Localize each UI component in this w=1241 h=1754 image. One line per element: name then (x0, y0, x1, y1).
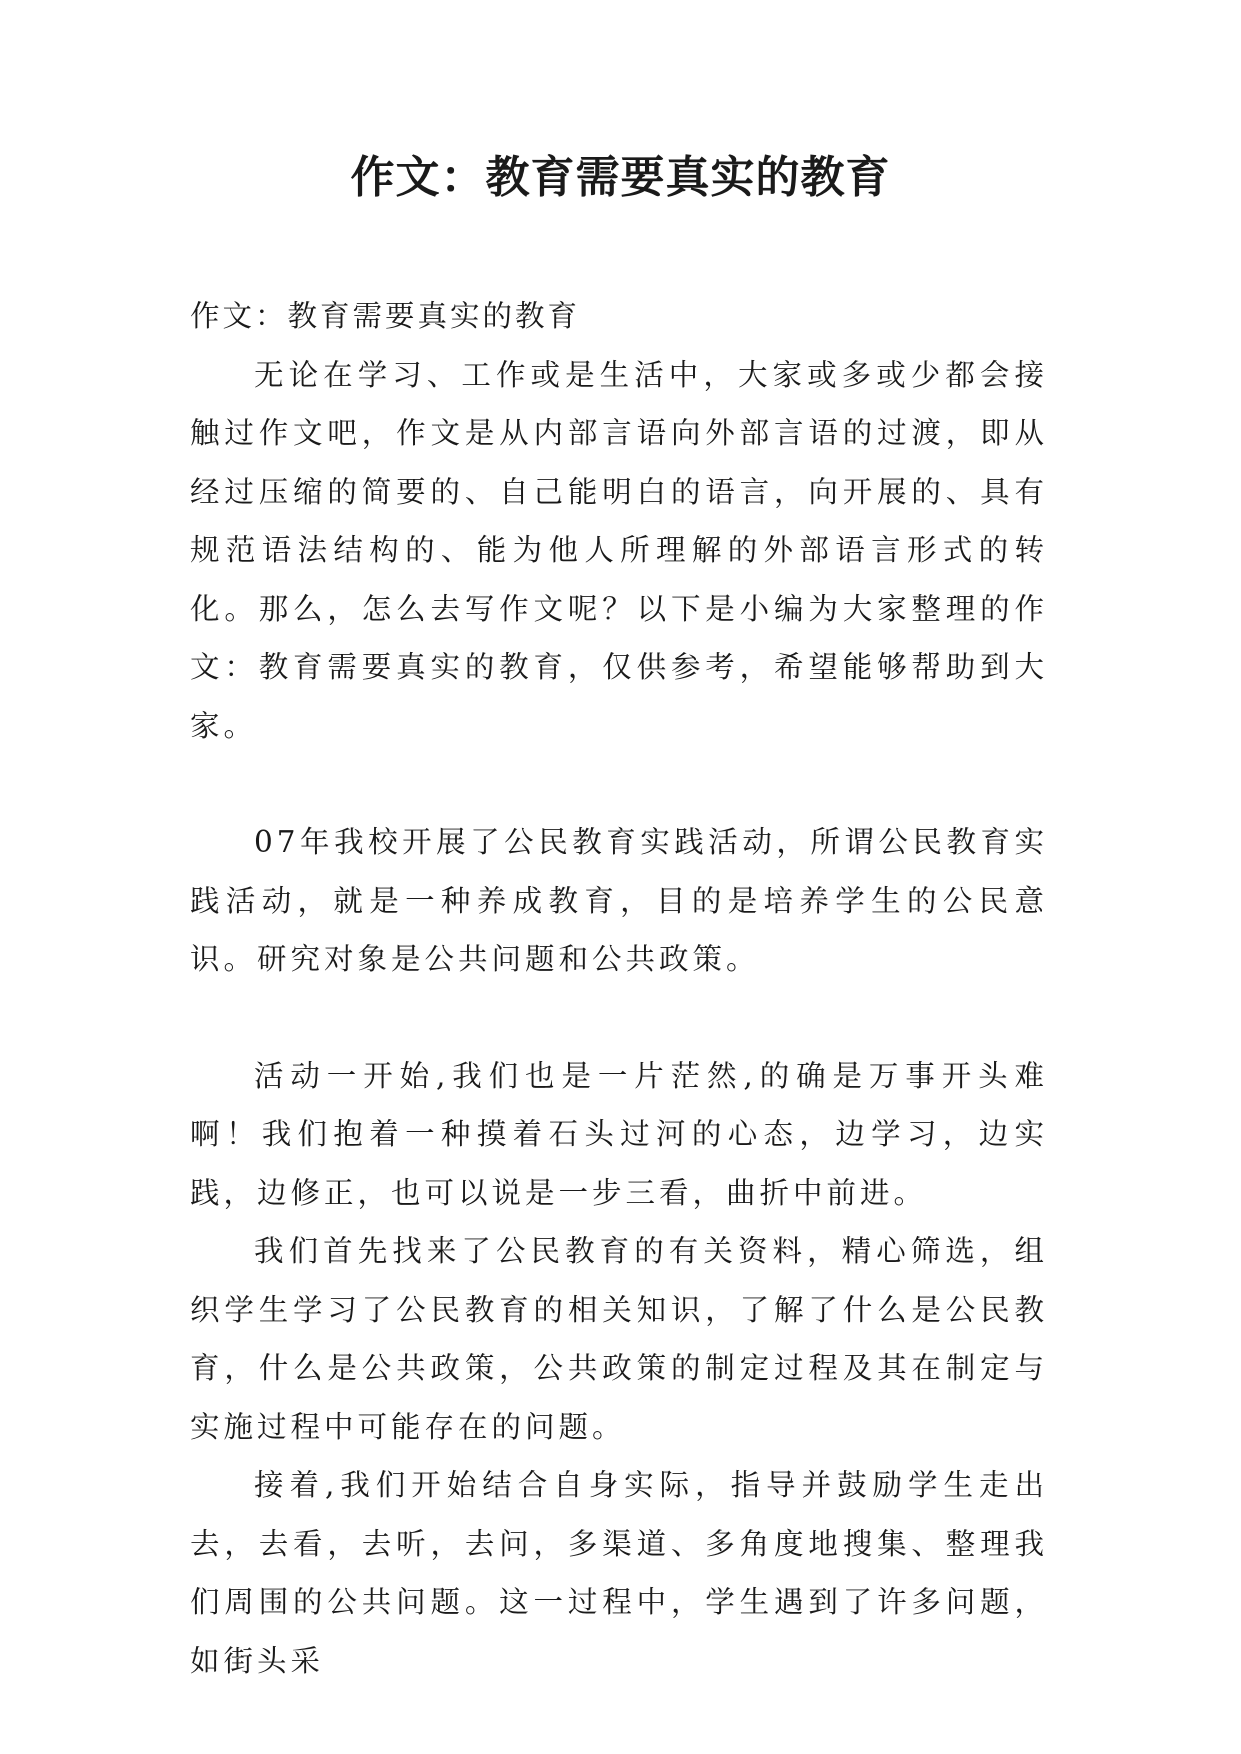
paragraph-practice: 接着,我们开始结合自身实际，指导并鼓励学生走出去，去看，去听，去问，多渠道、多角度地搜集、整理我们周围的公共问题。这一过程中，学生遇到了许多问题，如街头采 (190, 1468, 1048, 1678)
paragraph-activity: 07年我校开展了公民教育实践活动，所谓公民教育实践活动，就是一种养成教育，目的是培养学生的公民意识。研究对象是公共问题和公共政策。 (190, 825, 1048, 976)
paragraph-beginning: 活动一开始,我们也是一片茫然,的确是万事开头难啊！我们抱着一种摸着石头过河的心态，边学习，边实践，边修正，也可以说是一步三看，曲折中前进。 (190, 1058, 1048, 1210)
subtitle-line: 作文：教育需要真实的教育 (190, 299, 581, 333)
document-body (190, 287, 1048, 1690)
paragraph-intro: 无论在学习、工作或是生活中，大家或多或少都会接触过作文吧，作文是从内部言语向外部言语的过渡，即从经过压缩的简要的、自己能明白的语言，向开展的、具有规范语法结构的、能为他人所理解的外部语言形式的转化。那么，怎么去写作文呢？以下是小编为大家整理的作文：教育需要真实的教育，仅供参考，希望能够帮助到大家。 (190, 357, 1048, 743)
paragraph-gap (190, 989, 1048, 1047)
document-title: 作文：教育需要真实的教育 (350, 152, 891, 203)
paragraph-study: 我们首先找来了公民教育的有关资料，精心筛选，组织学生学习了公民教育的相关知识，了解了什么是公民教育，什么是公共政策，公共政策的制定过程及其在制定与实施过程中可能存在的问题。 (190, 1234, 1048, 1444)
paragraph-gap (190, 755, 1048, 813)
